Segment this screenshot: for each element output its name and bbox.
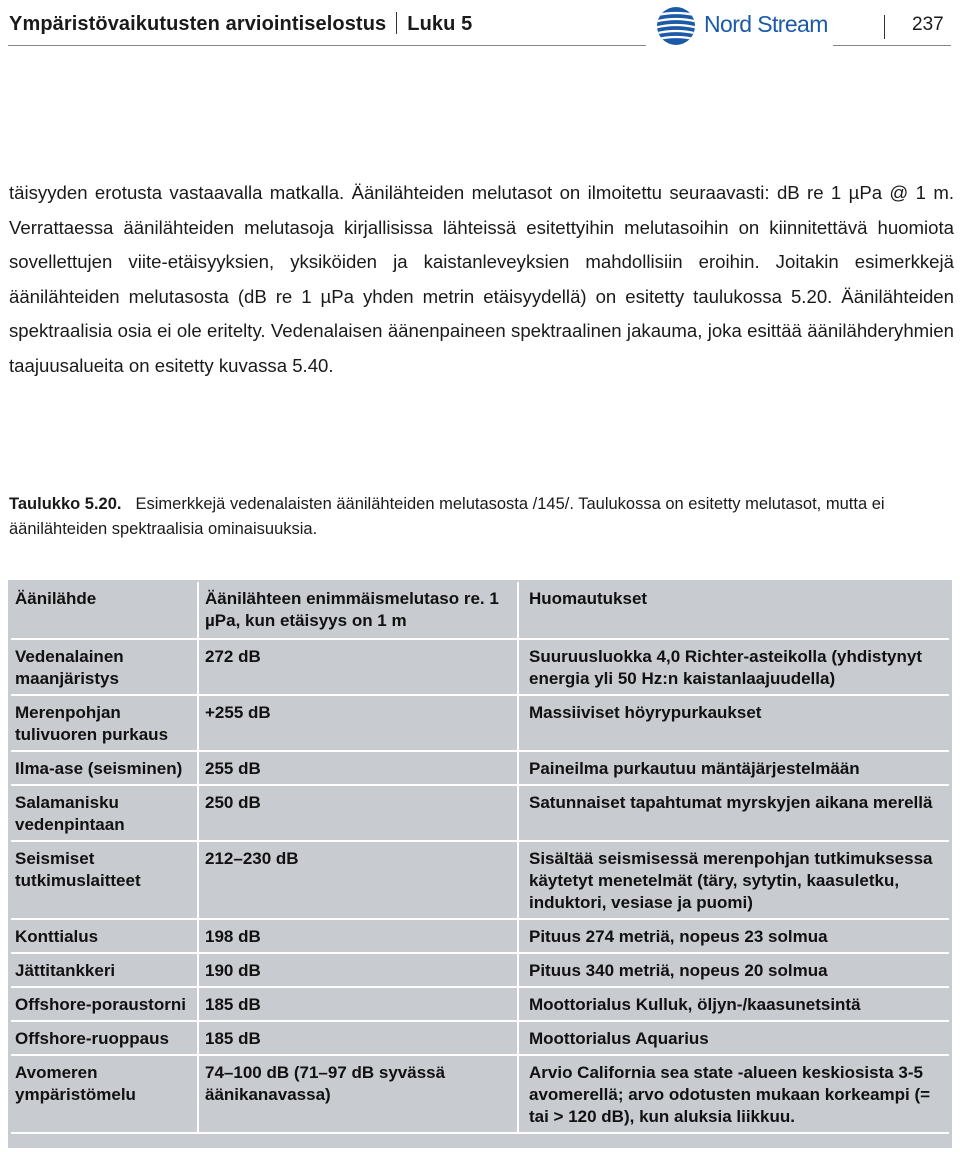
cell-remarks: Moottorialus Kulluk, öljyn-/kaasunetsintä	[519, 988, 949, 1022]
body-paragraph: täisyyden erotusta vastaavalla matkalla. Äänilähteiden melutasot on ilmoitettu seuraavasti: dB re 1 µPa @ 1 m. Verrattaessa äänilähteiden melutasoja kirjallisissa lähteissä esitettyihin melutasoihin on kiinnitettävä huomiota sovellettujen viite-etäisyyksien, yksiköiden ja kaistanleveyksien mahdollisiin eroihin. Joitakin esimerkkejä äänilähteiden melutasosta (dB re 1 µPa yhden metrin etäisyydellä) on esitetty taulukossa 5.20. Äänilähteiden spektraalisia osia ei ole eritelty. Vedenalaisen äänenpaineen spektraalinen jakauma, joka esittää äänilähderyhmien taajuusalueita on esitetty kuvassa 5.40.	[9, 182, 954, 376]
table-row	[11, 786, 949, 842]
cell-remarks: Moottorialus Aquarius	[519, 1022, 949, 1056]
cell-level: 255 dB	[199, 752, 519, 786]
header-remarks: Huomautukset	[519, 582, 949, 640]
cell-level: 74–100 dB (71–97 dB syvässä äänikanavassa)	[199, 1056, 519, 1134]
table-row	[11, 752, 949, 786]
page-number-separator	[884, 15, 885, 39]
table-header-row	[11, 582, 949, 640]
cell-source: Vedenalainen maanjäristys	[11, 640, 199, 696]
cell-level: +255 dB	[199, 696, 519, 752]
header-rule	[8, 45, 646, 46]
cell-level: 250 dB	[199, 786, 519, 842]
table-row	[11, 1056, 949, 1134]
cell-source: Offshore-ruoppaus	[11, 1022, 199, 1056]
table-row	[11, 954, 949, 988]
cell-source: Salamanisku vedenpintaan	[11, 786, 199, 842]
table-row	[11, 1022, 949, 1056]
table-row	[11, 988, 949, 1022]
nord-stream-logo	[656, 6, 846, 46]
page-header	[0, 0, 960, 60]
cell-level: 185 dB	[199, 988, 519, 1022]
cell-source: Seismiset tutkimuslaitteet	[11, 842, 199, 920]
cell-source: Jättitankkeri	[11, 954, 199, 988]
cell-level: 185 dB	[199, 1022, 519, 1056]
cell-remarks: Arvio California sea state -alueen keskiosista 3-5 avomerellä; arvo odotusten mukaan korkeampi (= tai > 120 dB), kun aluksia liikkuu.	[519, 1056, 949, 1134]
table-row	[11, 920, 949, 954]
page-number: 237	[912, 14, 944, 35]
header-max-level: Äänilähteen enimmäismelutaso re. 1 µPa, kun etäisyys on 1 m	[199, 582, 519, 640]
cell-source: Avomeren ympäristömelu	[11, 1056, 199, 1134]
header-source: Äänilähde	[11, 582, 199, 640]
cell-level: 198 dB	[199, 920, 519, 954]
cell-remarks: Pituus 340 metriä, nopeus 20 solmua	[519, 954, 949, 988]
header-title-left: Ympäristövaikutusten arviointiselostus	[9, 13, 387, 35]
globe-icon	[656, 6, 696, 46]
header-title	[9, 12, 472, 36]
cell-remarks: Suuruusluokka 4,0 Richter-asteikolla (yhdistynyt energia yli 50 Hz:n kaistanlaajuudella)	[519, 640, 949, 696]
header-title-separator	[396, 12, 397, 34]
header-rule-right	[833, 45, 951, 46]
cell-level: 272 dB	[199, 640, 519, 696]
cell-source: Konttialus	[11, 920, 199, 954]
cell-remarks: Paineilma purkautuu mäntäjärjestelmään	[519, 752, 949, 786]
caption-text: Esimerkkejä vedenalaisten äänilähteiden melutasosta /145/. Taulukossa on esitetty melutasot, mutta ei äänilähteiden spektraalisia ominaisuuksia.	[9, 495, 885, 538]
cell-remarks: Pituus 274 metriä, nopeus 23 solmua	[519, 920, 949, 954]
cell-remarks: Sisältää seismisessä merenpohjan tutkimuksessa käytetyt menetelmät (täry, sytytin, kaasuletku, induktori, vesiase ja puomi)	[519, 842, 949, 920]
table-caption	[9, 492, 944, 542]
table-row	[11, 640, 949, 696]
logo-text: Nord Stream	[704, 11, 828, 37]
cell-level: 212–230 dB	[199, 842, 519, 920]
table-row	[11, 696, 949, 752]
cell-remarks: Satunnaiset tapahtumat myrskyjen aikana merellä	[519, 786, 949, 842]
caption-label: Taulukko 5.20.	[9, 495, 122, 513]
header-title-right: Luku 5	[407, 13, 473, 35]
cell-source: Merenpohjan tulivuoren purkaus	[11, 696, 199, 752]
cell-remarks: Massiiviset höyrypurkaukset	[519, 696, 949, 752]
table-container	[8, 580, 952, 1148]
cell-source: Ilma-ase (seisminen)	[11, 752, 199, 786]
table-row	[11, 842, 949, 920]
cell-source: Offshore-poraustorni	[11, 988, 199, 1022]
cell-level: 190 dB	[199, 954, 519, 988]
noise-sources-table	[11, 582, 949, 1134]
